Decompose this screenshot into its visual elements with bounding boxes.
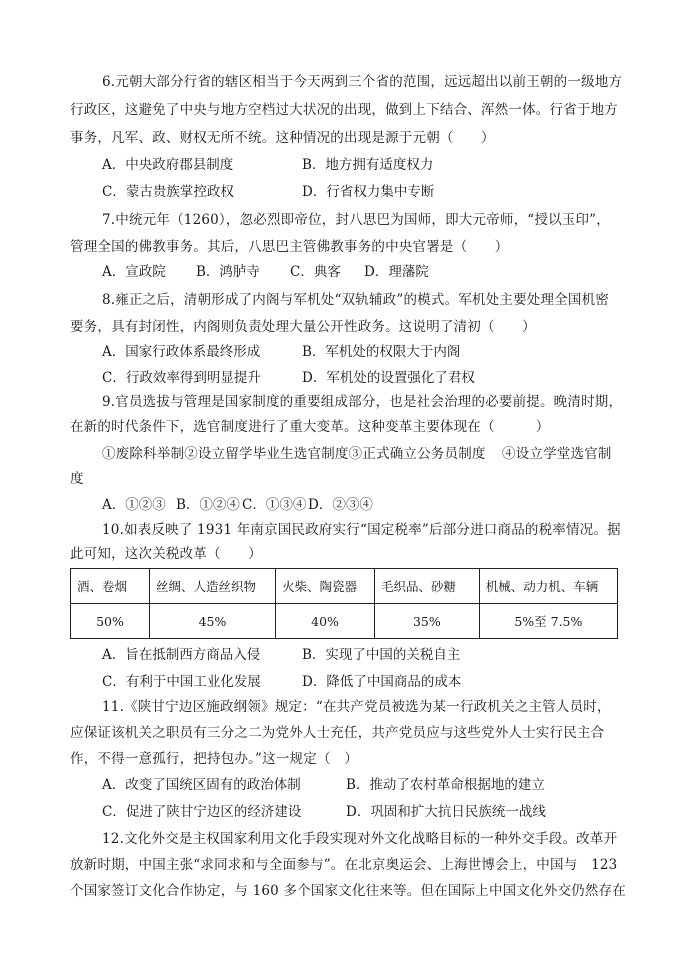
q9-items-line-2: 度 — [70, 471, 84, 487]
q9-option-a[interactable]: A．①②③ — [102, 497, 166, 513]
q6-option-c[interactable]: C．蒙古贵族掌控政权 — [102, 184, 234, 200]
q10-line-1: 10.如表反映了 1931 年南京国民政府实行“国定税率”后部分进口商品的税率情况。据 — [102, 522, 621, 538]
q8-option-b[interactable]: B．军机处的权限大于内阁 — [302, 344, 461, 360]
table-header-cell: 酒、卷烟 — [71, 569, 150, 604]
q8-option-d[interactable]: D．军机处的设置强化了君权 — [302, 370, 475, 386]
q6-line-1: 6.元朝大部分行省的辖区相当于今天两到三个省的范围，远远超出以前王朝的一级地方 — [102, 74, 623, 90]
table-header-cell: 毛织品、砂糖 — [375, 569, 480, 604]
q7-line-2: 管理全国的佛教事务。其后，八思巴主管佛教事务的中央官署是（ ） — [70, 239, 509, 255]
table-row — [71, 604, 618, 639]
q10-option-d[interactable]: D．降低了中国商品的成本 — [302, 674, 462, 690]
q11-option-b[interactable]: B．推动了农村革命根据地的建立 — [346, 777, 545, 793]
q8-option-a[interactable]: A．国家行政体系最终形成 — [102, 344, 261, 360]
table-header-cell: 丝绸、人造丝织物 — [149, 569, 275, 604]
q8-line-2: 要务，具有封闭性，内阁则负责处理大量公开性政务。这说明了清初（ ） — [70, 319, 536, 335]
q11-option-a[interactable]: A．改变了国统区固有的政治体制 — [102, 777, 301, 793]
q6-option-d[interactable]: D．行省权力集中专断 — [302, 184, 435, 200]
q12-line-1: 12.文化外交是主权国家利用文化手段实现对外文化战略目标的一种外交手段。改革开 — [102, 831, 618, 847]
q7-option-d[interactable]: D．理藩院 — [364, 264, 429, 280]
q6-line-2: 行政区，这避免了中央与地方空档过大状况的出现，做到上下结合、浑然一体。行省于地方 — [70, 102, 618, 118]
q7-line-1: 7.中统元年（1260），忽必烈即帝位，封八思巴为国师，即大元帝师，“授以玉印”， — [102, 212, 610, 228]
table-cell: 45% — [149, 604, 275, 639]
q10-option-b[interactable]: B．实现了中国的关税自主 — [302, 647, 461, 663]
q6-option-b[interactable]: B．地方拥有适度权力 — [302, 157, 434, 173]
q9-items-line-1: ①废除科举制②设立留学毕业生选官制度③正式确立公务员制度 — [102, 446, 486, 462]
table-header-cell: 机械、动力机、车辆 — [479, 569, 617, 604]
q7-option-a[interactable]: A．宣政院 — [102, 264, 166, 280]
table-cell: 35% — [375, 604, 480, 639]
q6-option-a[interactable]: A．中央政府郡县制度 — [102, 157, 234, 173]
q9-items-line-1b: ④设立学堂选官制 — [502, 446, 612, 462]
q8-option-c[interactable]: C．行政效率得到明显提升 — [102, 370, 261, 386]
q11-line-2: 应保证该机关之职员有三分之二为党外人士充任，共产党员应与这些党外人士实行民主合 — [70, 725, 605, 741]
q11-option-c[interactable]: C．促进了陕甘宁边区的经济建设 — [102, 804, 302, 820]
table-cell: 5%至 7.5% — [479, 604, 617, 639]
q11-line-3: 作，不得一意孤行，把持包办。”这一规定（ ） — [70, 751, 359, 767]
q10-option-c[interactable]: C．有利于中国工业化发展 — [102, 674, 261, 690]
q9-option-c[interactable]: C．①③④ — [242, 497, 307, 513]
table-cell: 40% — [276, 604, 375, 639]
q9-line-2: 在新的时代条件下，选官制度进行了重大变革。这种变革主要体现在（ ） — [70, 419, 550, 435]
table-header-row — [71, 569, 618, 604]
tariff-table — [70, 568, 618, 639]
q12-line-3: 个国家签订文化合作协定，与 160 多个国家文化往来等。但在国际上中国文化外交仍然存在 — [70, 883, 626, 899]
q11-line-1: 11.《陕甘宁边区施政纲领》规定：“在共产党员被选为某一行政机关之主管人员时， — [102, 699, 611, 715]
q10-option-a[interactable]: A．旨在抵制西方商品入侵 — [102, 647, 261, 663]
q9-option-b[interactable]: B．①②④ — [176, 497, 240, 513]
table-cell: 50% — [71, 604, 150, 639]
q7-option-b[interactable]: B．鸿胪寺 — [196, 264, 260, 280]
q10-line-2: 此可知，这次关税改革（ ） — [70, 546, 262, 562]
q9-line-1: 9.官员选拔与管理是国家制度的重要组成部分，也是社会治理的必要前提。晚清时期， — [102, 394, 623, 410]
q8-line-1: 8.雍正之后，清朝形成了内阁与军机处“双轨辅政”的模式。军机处主要处理全国机密 — [102, 292, 609, 308]
q12-line-2: 放新时期，中国主张“求同求和与全面参与”。在北京奥运会、上海世博会上，中国与 123 — [70, 857, 618, 873]
q11-option-d[interactable]: D．巩固和扩大抗日民族统一战线 — [346, 804, 546, 820]
table-header-cell: 火柴、陶瓷器 — [276, 569, 375, 604]
q9-option-d[interactable]: D．②③④ — [308, 497, 373, 513]
q7-option-c[interactable]: C．典客 — [290, 264, 341, 280]
q6-line-3: 事务，凡军、政、财权无所不统。这种情况的出现是源于元朝（ ） — [70, 130, 495, 146]
